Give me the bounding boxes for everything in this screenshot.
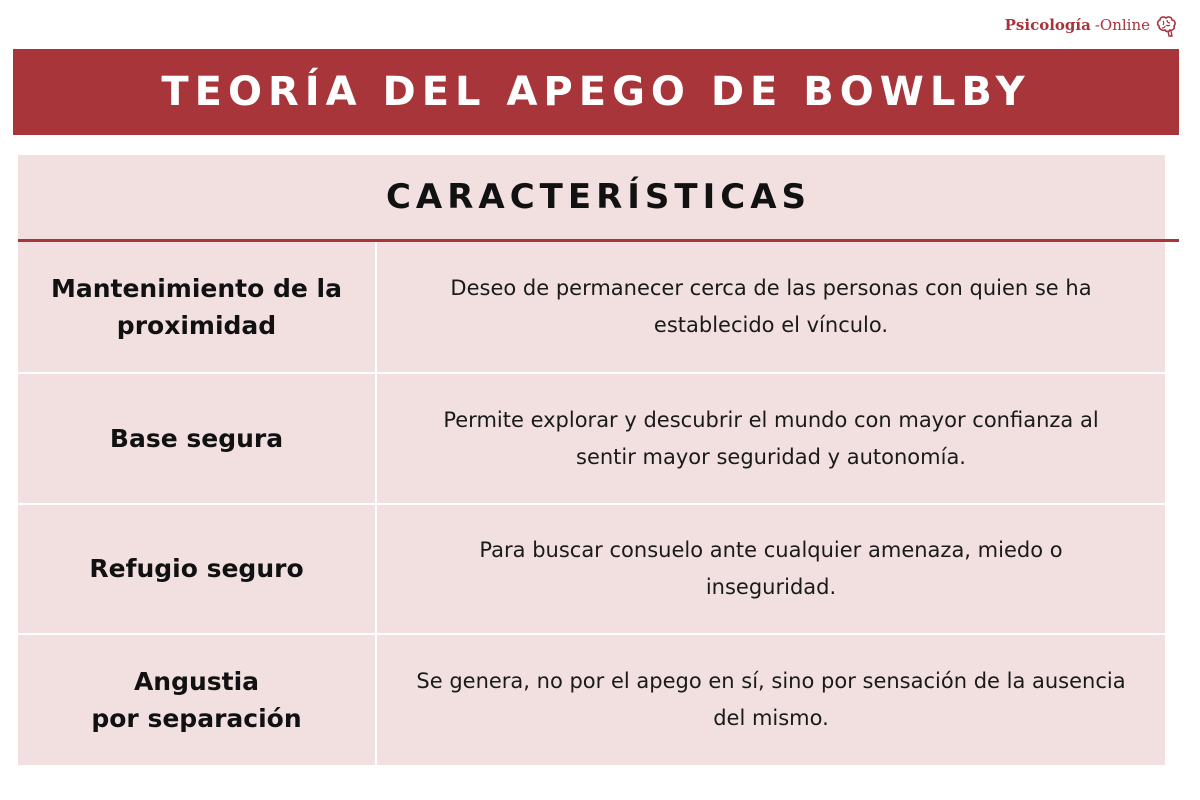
brain-icon [1154, 12, 1180, 38]
title-banner [13, 49, 1179, 135]
table-heading: CARACTERÍSTICAS [385, 177, 812, 217]
table-body [18, 242, 1165, 765]
row-label-text: Base segura [109, 423, 284, 453]
table-header [18, 155, 1179, 242]
row-label [18, 374, 377, 503]
row-label [18, 242, 377, 372]
table-row [18, 505, 1165, 635]
row-description-text: Deseo de permanecer cerca de las personas con quien se ha establecido el vínculo. [450, 276, 1092, 337]
table-row [18, 374, 1165, 505]
row-label-text: Refugio seguro [89, 554, 304, 584]
table-row [18, 635, 1165, 765]
row-label-text: Mantenimiento de la proximidad [50, 273, 342, 340]
row-description [377, 635, 1165, 765]
row-label [18, 635, 377, 765]
row-label [18, 505, 377, 633]
brand-name-bold: Psicología [1004, 16, 1091, 34]
row-label-text: Angustia por separación [91, 666, 302, 733]
row-description-text: Para buscar consuelo ante cualquier amenaza, miedo o inseguridad. [479, 538, 1063, 599]
row-description [377, 374, 1165, 503]
table-row [18, 242, 1165, 374]
page-title: TEORÍA DEL APEGO DE BOWLBY [161, 69, 1031, 115]
row-description-text: Se genera, no por el apego en sí, sino por sensación de la ausencia del mismo. [416, 669, 1126, 730]
brand-name-rest: -Online [1094, 16, 1150, 34]
row-description-text: Permite explorar y descubrir el mundo con mayor confianza al sentir mayor seguridad y autonomía. [443, 407, 1099, 469]
row-description [377, 505, 1165, 633]
row-description [377, 242, 1165, 372]
brand-logo [1005, 12, 1180, 38]
characteristics-table [18, 155, 1165, 765]
